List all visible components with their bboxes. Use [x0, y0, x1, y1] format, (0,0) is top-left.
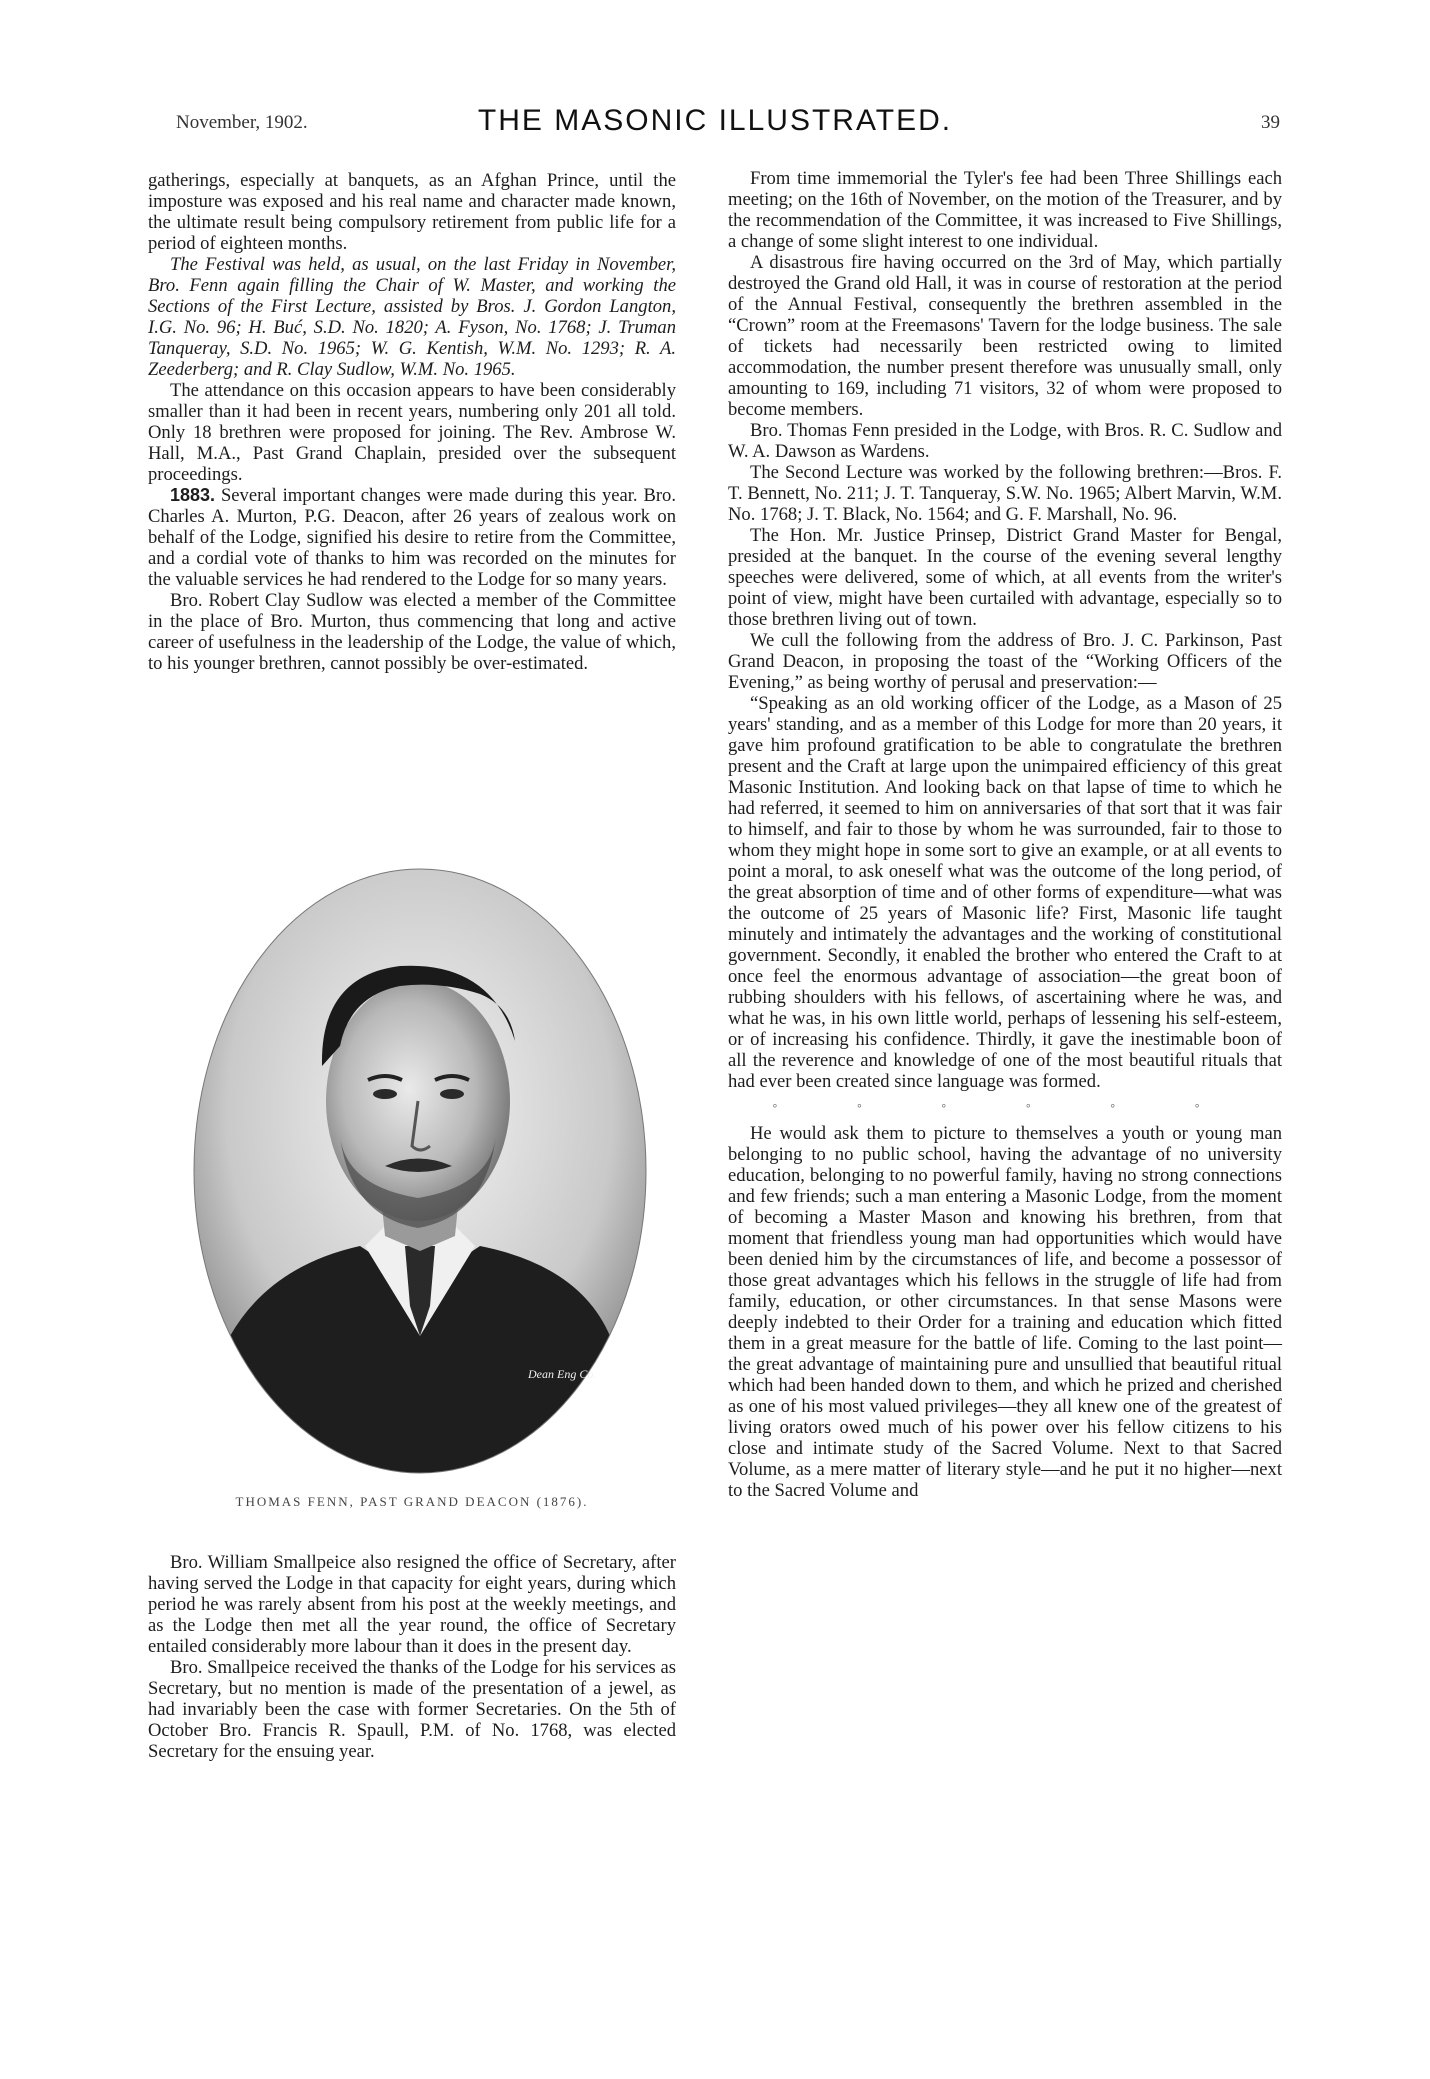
- left-paragraph-2: The Festival was held, as usual, on the last Friday in November, Bro. Fenn again filling the Chair of W. Master, and working the Sections of the First Lecture, assisted by Bros. J. Gordon Langton, I.G. No. 96; H. Buć, S.D. No. 1820; A. Fyson, No. 1768; J. Truman Tanqueray, S.D. No. 1965; W. G. Kentish, W.M. No. 1293; R. A. Zeederberg; and R. Clay Sudlow, W.M. No. 1965.: [148, 254, 676, 380]
- year-heading-1883: 1883.: [170, 485, 216, 505]
- page-number: 39: [1261, 112, 1280, 133]
- right-paragraph-1: From time immemorial the Tyler's fee had been Three Shillings each meeting; on the 16th of November, on the motion of the Treasurer, and by the recommendation of the Committee, it was increased to Five Shillings, a change of some slight interest to one individual.: [728, 168, 1282, 252]
- page-header: [0, 104, 1430, 144]
- right-paragraph-6: We cull the following from the address of Bro. J. C. Parkinson, Past Grand Deacon, in proposing the toast of the “Working Officers of the Evening,” as being worthy of perusal and preservation:—: [728, 630, 1282, 693]
- issue-date: November, 1902.: [176, 112, 308, 133]
- left-paragraph-6: Bro. William Smallpeice also resigned the office of Secretary, after having served the Lodge in that capacity for eight years, during which period he was rarely absent from his post at the weekly meetings, and as the Lodge then met all the year round, the office of Secretary entailed considerably more labour than it does in the present day.: [148, 1552, 676, 1657]
- left-paragraph-7: Bro. Smallpeice received the thanks of the Lodge for his services as Secretary, but no mention is made of the presentation of a jewel, as had invariably been the case with former Secretaries. On the 5th of October Bro. Francis R. Spaull, P.M. of No. 1768, was elected Secretary for the ensuing year.: [148, 1657, 676, 1762]
- right-paragraph-5: The Hon. Mr. Justice Prinsep, District Grand Master for Bengal, presided at the banquet. In the course of the evening several lengthy speeches were delivered, some of which, at all events from the writer's point of view, might have been curtailed with advantage, especially so to those brethren living out of town.: [728, 525, 1282, 630]
- left-paragraph-1: gatherings, especially at banquets, as an Afghan Prince, until the imposture was exposed and his real name and character made known, the ultimate result being compulsory retirement from public life for a period of eighteen months.: [148, 170, 676, 254]
- left-column-top: [148, 170, 676, 674]
- right-paragraph-8: He would ask them to picture to themselves a youth or young man belonging to no public school, having the advantage of no university education, belonging to no powerful family, having no strong connections and few friends; such a man entering a Masonic Lodge, from the moment of becoming a Master Mason and knowing his brethren, from that moment that friendless young man had opportunities which would have been denied him by the circumstances of life, and become a possessor of those great advantages which his fellows in the struggle of life had from family, education, or other circumstances. In that sense Masons were deeply indebted to their Order for a training and education which fitted them in a great measure for the battle of life. Coming to the last point—the great advantage of maintaining pure and unsullied that beautiful ritual which had been handed down to them, and which he prized and cherished as one of his most valued privileges—they all knew one of the greatest of living orators owed much of his power over his fellow citizens to his close and intimate study of the Sacred Volume. Next to that Sacred Volume, as a mere matter of literary style—and he put it no higher—next to the Sacred Volume and: [728, 1123, 1282, 1501]
- right-paragraph-3: Bro. Thomas Fenn presided in the Lodge, with Bros. R. C. Sudlow and W. A. Dawson as Wardens.: [728, 420, 1282, 462]
- right-paragraph-7-quote: “Speaking as an old working officer of the Lodge, as a Mason of 25 years' standing, and as a member of this Lodge for more than 20 years, it gave him profound gratification to be able to congratulate the brethren present and the Craft at large upon the unimpaired efficiency of this great Masonic Institution. And looking back on that lapse of time to which he had referred, it seemed to him on anniversaries of that sort that it was fair to himself, and fair to those by whom he was surrounded, fair to those to whom they might hope in some sort to give an example, or at all events to point a moral, to ask oneself what was the outcome of the long period, of the great absorption of time and of other forms of expenditure—what was the outcome of 25 years of Masonic life? First, Masonic life taught minutely and intimately the advantages and the working of constitutional government. Secondly, it enabled the brother who entered the Craft to at once feel the enormous advantage of association—the great boon of rubbing shoulders with his fellows, of ascertaining where he was, and what he was, in his own little world, perhaps of lessening his self-esteem, or of increasing his confidence. Thirdly, it gave the inestimable boon of all the reverence and knowledge of one of the most beautiful rituals that had ever been created since language was formed.: [728, 693, 1282, 1092]
- portrait-thomas-fenn: [190, 866, 650, 1476]
- right-paragraph-4: The Second Lecture was worked by the following brethren:—Bros. F. T. Bennett, No. 211; J. T. Tanqueray, S.W. No. 1965; Albert Marvin, W.M. No. 1768; J. T. Black, No. 1564; and G. F. Marshall, No. 96.: [728, 462, 1282, 525]
- left-paragraph-4-text: Several important changes were made during this year. Bro. Charles A. Murton, P.G. Deacon, after 26 years of zealous work on behalf of the Lodge, signified his desire to retire from the Committee, and a cordial vote of thanks to him was recorded on the minutes for the valuable services he had rendered to the Lodge for so many years.: [148, 485, 676, 590]
- right-column: [728, 168, 1282, 1501]
- right-paragraph-2: A disastrous fire having occurred on the 3rd of May, which partially destroyed the Grand old Hall, it was in course of restoration at the period of the Annual Festival, consequently the brethren assembled in the “Crown” room at the Freemasons' Tavern for the lodge business. The sale of tickets had necessarily been restricted owing to limited accommodation, the number present therefore was unusually small, only amounting to 169, including 71 visitors, 32 of whom were proposed to become members.: [728, 252, 1282, 420]
- engraver-signature: Dean Eng Co.: [528, 1367, 597, 1381]
- left-column-bottom: [148, 1552, 676, 1762]
- left-paragraph-4: [148, 485, 676, 590]
- section-separator: ◦ ◦ ◦ ◦ ◦ ◦: [772, 1099, 1238, 1114]
- portrait-caption: THOMAS FENN, PAST GRAND DEACON (1876).: [235, 1494, 589, 1509]
- publication-title: THE MASONIC ILLUSTRATED.: [477, 104, 953, 137]
- left-paragraph-5: Bro. Robert Clay Sudlow was elected a member of the Committee in the place of Bro. Murton, thus commencing that long and active career of usefulness in the leadership of the Lodge, the value of which, to his younger brethren, cannot possibly be over-estimated.: [148, 590, 676, 674]
- portrait-engraving: [190, 866, 650, 1476]
- left-paragraph-3: The attendance on this occasion appears to have been considerably smaller than it had been in recent years, numbering only 201 all told. Only 18 brethren were proposed for joining. The Rev. Ambrose W. Hall, M.A., Past Grand Chaplain, presided over the subsequent proceedings.: [148, 380, 676, 485]
